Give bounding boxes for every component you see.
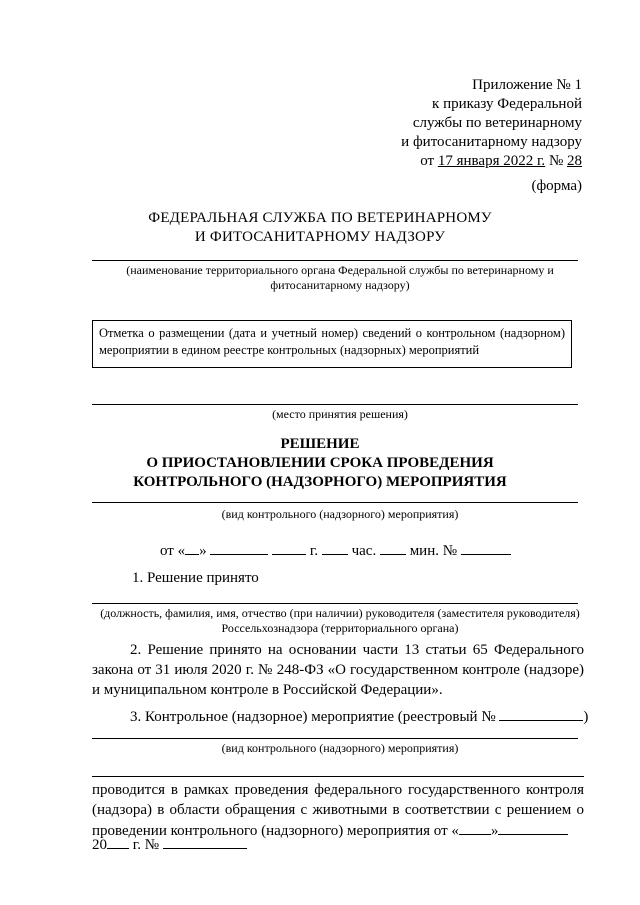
tail-paragraph <box>92 780 584 841</box>
territorial-body-caption: (наименование территориального органа Федеральной службы по ветеринарному и фитосанитарному надзору) <box>126 263 554 292</box>
day-blank[interactable] <box>185 540 199 555</box>
number-label: № <box>442 543 458 559</box>
appendix-line-1: Приложение № 1 <box>472 77 582 93</box>
title-line-2: О ПРИОСТАНОВЛЕНИИ СРОКА ПРОВЕДЕНИЯ <box>146 455 494 471</box>
tail-day-blank[interactable] <box>459 820 491 835</box>
official-line[interactable] <box>92 603 578 604</box>
event-type-caption-1: (вид контрольного (надзорного) мероприятия) <box>221 507 459 521</box>
hour-blank[interactable] <box>322 540 348 555</box>
number-blank[interactable] <box>461 540 511 555</box>
agency-line-1: ФЕДЕРАЛЬНАЯ СЛУЖБА ПО ВЕТЕРИНАРНОМУ <box>148 210 492 226</box>
registry-note-box: Отметка о размещении (дата и учетный номер) сведений о контрольном (надзорном) мероприятии в едином реестре контрольных (надзорных) мероприятий <box>92 320 572 368</box>
tail-month-blank[interactable] <box>498 820 568 835</box>
clause-3-close: ) <box>583 709 589 725</box>
tail-quote: » <box>490 823 499 839</box>
tail-g-number: г. № <box>129 837 160 853</box>
appendix-date-line <box>401 152 582 171</box>
appendix-line-4: и фитосанитарному надзору <box>401 134 582 150</box>
appendix-number-prefix: № <box>545 153 567 169</box>
appendix-header <box>401 76 582 171</box>
tail-year-blank[interactable] <box>107 834 129 849</box>
clause-2: 2. Решение принято на основании части 13 статьи 65 Федерального закона от 31 июля 2020 г. № 248-ФЗ «О государственном контроле (надзоре) и муниципальном контроле в Российской Федерации». <box>92 642 584 698</box>
date-line <box>160 540 511 560</box>
date-quote-close: » <box>199 543 207 559</box>
official-caption: (должность, фамилия, имя, отчество (при наличии) руководителя (заместителя руководителя) Россельхознадзора (территориального органа) <box>100 606 580 635</box>
clause-3-text: 3. Контрольное (надзорное) мероприятие (реестровый № <box>130 709 496 725</box>
tail-last-line <box>92 834 247 854</box>
tail-text: проводится в рамках проведения федерального государственного контроля (надзора) в области обращения с животными в соответствии с решением о проведении контрольного (надзорного) мероприятия от « <box>92 782 584 839</box>
year-label: г. <box>309 543 319 559</box>
appendix-line-2: к приказу Федеральной <box>432 96 582 112</box>
appendix-line-3: службы по ветеринарному <box>412 115 582 131</box>
tail-year-prefix: 20 <box>92 837 107 853</box>
date-from-label: от « <box>160 543 186 559</box>
month-blank[interactable] <box>210 540 268 555</box>
title-line-1: РЕШЕНИЕ <box>280 436 360 452</box>
form-label: (форма) <box>531 178 582 194</box>
territorial-body-line[interactable] <box>92 260 578 261</box>
title-line-3: КОНТРОЛЬНОГО (НАДЗОРНОГО) МЕРОПРИЯТИЯ <box>133 474 507 490</box>
document-title <box>0 435 640 492</box>
clause-1: 1. Решение принято <box>132 570 259 586</box>
event-type-line-2[interactable] <box>92 738 578 739</box>
registry-number-blank[interactable] <box>499 706 583 721</box>
minute-blank[interactable] <box>380 540 406 555</box>
tail-top-line <box>92 776 584 777</box>
appendix-number: 28 <box>567 153 582 169</box>
decision-place-line[interactable] <box>92 404 578 405</box>
decision-place-caption: (место принятия решения) <box>272 407 408 421</box>
hour-label: час. <box>351 543 377 559</box>
minute-label: мин. <box>409 543 439 559</box>
appendix-date-prefix: от <box>420 153 438 169</box>
clause-3 <box>130 706 588 726</box>
year-blank[interactable] <box>272 540 306 555</box>
agency-line-2: И ФИТОСАНИТАРНОМУ НАДЗОРУ <box>194 229 446 245</box>
agency-name <box>0 209 640 247</box>
event-type-caption-2: (вид контрольного (надзорного) мероприятия) <box>221 741 459 755</box>
tail-number-blank[interactable] <box>163 834 247 849</box>
appendix-date: 17 января 2022 г. <box>437 153 546 169</box>
event-type-line-1[interactable] <box>92 502 578 503</box>
